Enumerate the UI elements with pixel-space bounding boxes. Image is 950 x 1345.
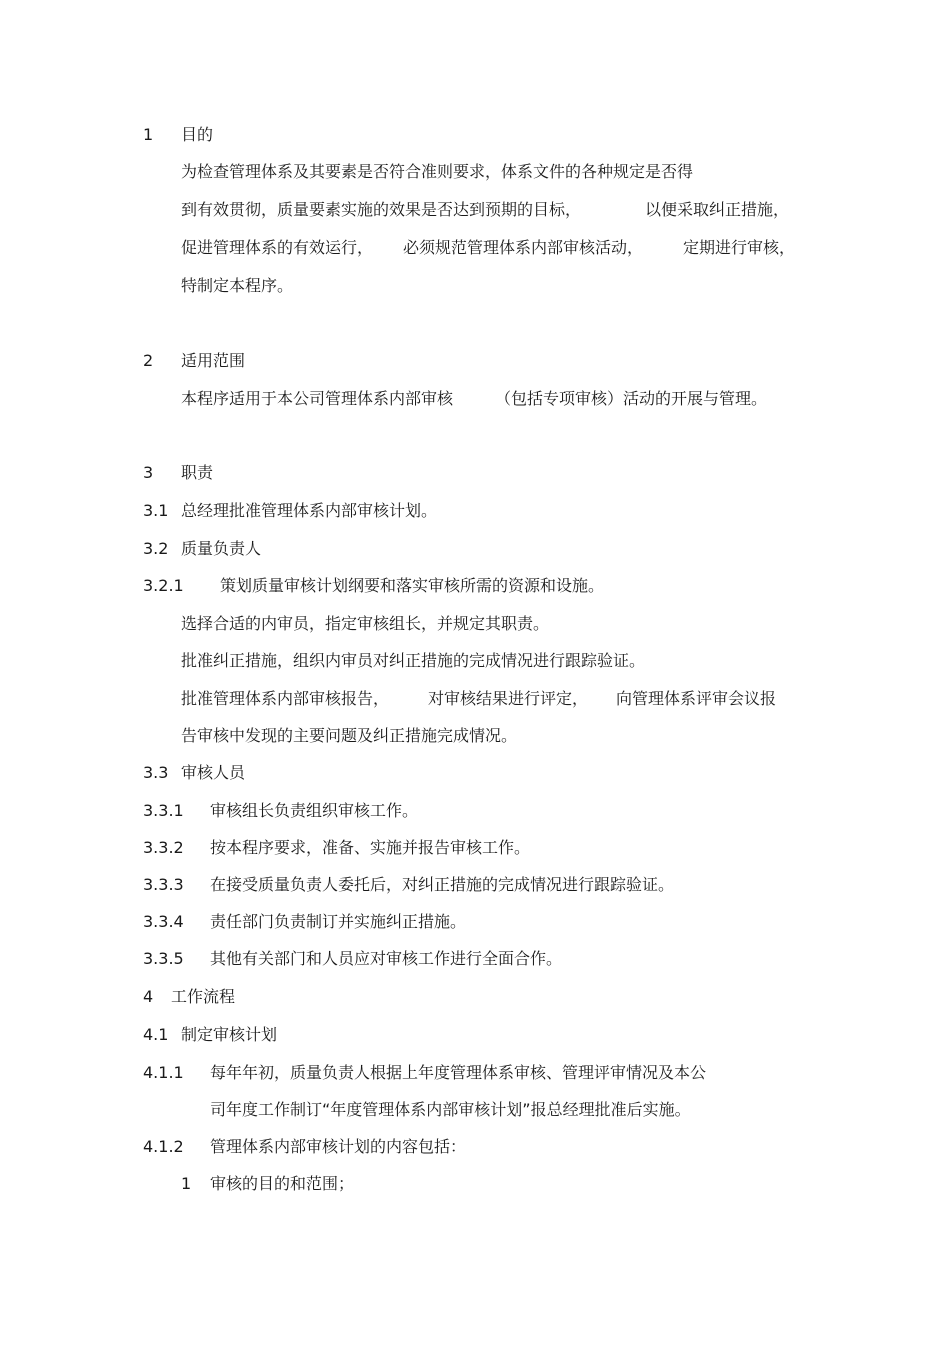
- section-3-3-1-text: 审核组长负责组织审核工作。: [210, 801, 419, 820]
- section-4-1-2-sub-1-number: 1: [181, 1174, 192, 1193]
- section-1-line-1: 为检查管理体系及其要素是否符合准则要求，体系文件的各种规定是否得: [181, 162, 694, 181]
- section-3-title: 职责: [181, 463, 214, 482]
- section-1-line-3c: 定期进行审核，: [683, 238, 796, 257]
- section-3-3-1-number: 3.3.1: [143, 801, 184, 820]
- section-3-3-4-number: 3.3.4: [143, 912, 184, 931]
- section-3-2-title: 质量负责人: [181, 539, 262, 558]
- section-3-3-number: 3.3: [143, 763, 169, 782]
- section-4-1-number: 4.1: [143, 1025, 169, 1044]
- section-4-number: 4: [143, 987, 154, 1006]
- section-3-3-2-text: 按本程序要求，准备、实施并报告审核工作。: [210, 838, 531, 857]
- section-3-3-3-text: 在接受质量负责人委托后，对纠正措施的完成情况进行跟踪验证。: [210, 875, 675, 894]
- section-3-3-title: 审核人员: [181, 763, 246, 782]
- section-2-title: 适用范围: [181, 351, 246, 370]
- section-3-3-3-number: 3.3.3: [143, 875, 184, 894]
- section-3-1-number: 3.1: [143, 501, 169, 520]
- section-2-text-b: （包括专项审核）活动的开展与管理。: [495, 389, 768, 408]
- section-1-line-2a: 到有效贯彻，质量要素实施的效果是否达到预期的目标，: [181, 200, 582, 219]
- section-3-2-item-3b: 对审核结果进行评定，: [428, 689, 589, 708]
- section-3-2-1-text: 策划质量审核计划纲要和落实审核所需的资源和设施。: [220, 576, 605, 595]
- section-1-title: 目的: [181, 125, 214, 144]
- section-1-line-2b: 以便采取纠正措施，: [645, 200, 790, 219]
- section-3-2-number: 3.2: [143, 539, 169, 558]
- section-4-1-1-text-a: 每年年初，质量负责人根据上年度管理体系审核、管理评审情况及本公: [210, 1063, 707, 1082]
- section-3-3-2-number: 3.3.2: [143, 838, 184, 857]
- section-4-1-2-number: 4.1.2: [143, 1137, 184, 1156]
- section-4-1-2-text: 管理体系内部审核计划的内容包括：: [210, 1137, 467, 1156]
- section-4-title: 工作流程: [171, 987, 236, 1006]
- section-4-1-1-text-b: 司年度工作制订“年度管理体系内部审核计划”报总经理批准后实施。: [210, 1100, 691, 1119]
- section-3-3-4-text: 责任部门负责制订并实施纠正措施。: [210, 912, 467, 931]
- section-3-2-item-3c: 向管理体系评审会议报: [616, 689, 777, 708]
- section-3-2-1-number: 3.2.1: [143, 576, 184, 595]
- section-2-number: 2: [143, 351, 154, 370]
- section-4-1-1-number: 4.1.1: [143, 1063, 184, 1082]
- section-1-number: 1: [143, 125, 154, 144]
- section-3-1-text: 总经理批准管理体系内部审核计划。: [181, 501, 438, 520]
- section-2-text-a: 本程序适用于本公司管理体系内部审核: [181, 389, 454, 408]
- section-3-3-5-text: 其他有关部门和人员应对审核工作进行全面合作。: [210, 949, 563, 968]
- section-4-1-title: 制定审核计划: [181, 1025, 278, 1044]
- section-3-number: 3: [143, 463, 154, 482]
- section-3-3-5-number: 3.3.5: [143, 949, 184, 968]
- section-1-line-3a: 促进管理体系的有效运行，: [181, 238, 374, 257]
- section-3-2-item-3a: 批准管理体系内部审核报告，: [181, 689, 390, 708]
- section-3-2-item-1: 选择合适的内审员，指定审核组长，并规定其职责。: [181, 614, 550, 633]
- section-1-line-4: 特制定本程序。: [181, 276, 294, 295]
- section-4-1-2-sub-1-text: 审核的目的和范围；: [210, 1174, 355, 1193]
- section-1-line-3b: 必须规范管理体系内部审核活动，: [403, 238, 644, 257]
- section-3-2-item-3d: 告审核中发现的主要问题及纠正措施完成情况。: [181, 726, 518, 745]
- section-3-2-item-2: 批准纠正措施，组织内审员对纠正措施的完成情况进行跟踪验证。: [181, 651, 646, 670]
